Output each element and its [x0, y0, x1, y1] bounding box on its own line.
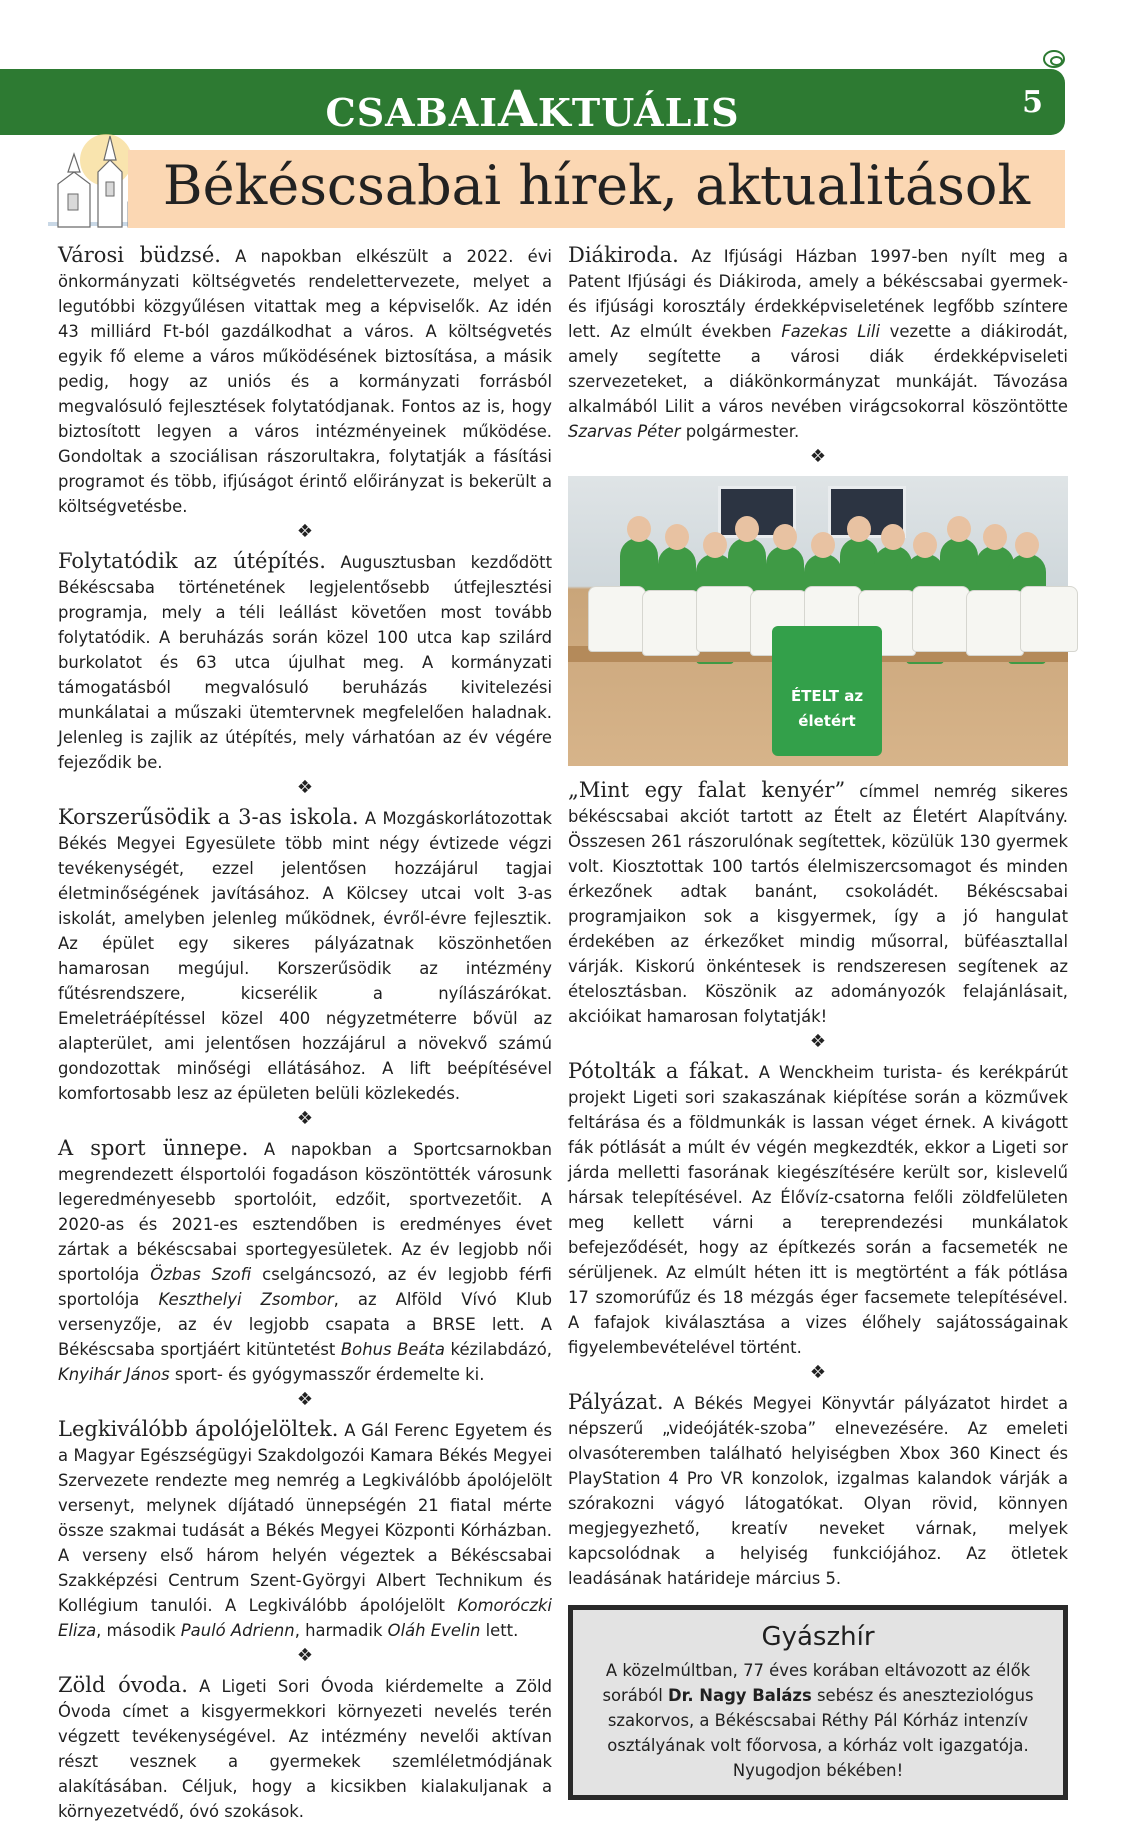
article-text: címmel nemrég sikeres békéscsabai akciót tartott az Ételt az Életért Alapítvány. Összesen 261 rászorulónak segítettek, közülük 130 gyermek volt. Kiosztottak 100 tartós élelmiszercsomagot és minden érkezőnek adtak banánt, csokoládét. Békéscsabai programjaikon sok a kisgyermek, így a jó hangulat érdekében az érkezőket mindig műsorral, büféasztallal várják. Kiskorú önkéntesek is rendszeresen segítenek az ételosztásban. Köszönik az adományozók felajánlásait, akcióikat hamarosan folytatják! — [568, 782, 1068, 1026]
article-heading: Folytatódik az útépítés. — [58, 549, 326, 573]
separator-ornament: ❖ — [296, 1389, 314, 1410]
article-heading: Diákiroda. — [568, 243, 679, 267]
article-paragraph — [568, 1059, 1068, 1360]
volunteer-face — [947, 516, 971, 542]
article-paragraph — [568, 243, 1068, 444]
obituary-title: Gyászhír — [761, 1622, 875, 1652]
article-text: A napokban a Sportcsarnokban megrendezett élsportolói fogadáson köszöntötték városunk legeredményesebb sportolóit, edzőit, sportvezetőit. A 2020-as és 2021-es esztendőben is eredményes évet zártak a békéscsabai sportegyesületek. Az év legjobb női sportolója — [58, 1140, 552, 1284]
article-heading: Zöld óvoda. — [58, 1673, 188, 1697]
obituary-text — [587, 1658, 1049, 1783]
deceased-name: Dr. Nagy Balázs — [668, 1686, 812, 1705]
article-paragraph — [568, 778, 1068, 1029]
article-heading: Legkiválóbb ápolójelöltek. — [58, 1417, 339, 1441]
volunteer-face — [1015, 532, 1039, 558]
article-heading: Pótolták a fákat. — [568, 1059, 750, 1083]
volunteer-face — [627, 516, 651, 542]
article-heading: Városi büdzsé. — [58, 243, 221, 267]
article-text: , második — [96, 1621, 181, 1640]
obituary-text-part: sebész és aneszteziológus szakorvos, a Békéscsabai Réthy Pál Kórház intenzív osztályának volt főorvosa, a kórház volt igazgatója. Nyugodjon békében! — [607, 1686, 1034, 1780]
person-name: Knyihár János — [58, 1365, 170, 1384]
article-text: kézilabdázó, — [444, 1340, 552, 1359]
volunteer-face — [773, 524, 797, 550]
person-name: Szarvas Péter — [568, 422, 681, 441]
donation-bag — [588, 586, 646, 652]
separator-ornament: ❖ — [809, 1031, 827, 1052]
section-title: Békéscsabai hírek, aktualitások — [162, 154, 1031, 217]
article-text: , harmadik — [294, 1621, 388, 1640]
article-text: A Wenckheim turista- és kerékpárút projekt Ligeti sori szakaszának kiépítése során a közművek feltárása és a földmunkák is lassan véget érnek. A kivágott fák pótlását a múlt év végén megkezdték, ekkor a Ligeti sor járda melletti fasorának kiegészítésére került sor, kislevelű hársak telepítésével. Az Élővíz-csatorna felőli zöldfelületen meg kellett várni a tereprendezési munkálatok befejeződését, hogy az építkezés során a facsemeték ne sérüljenek. Az elmúlt héten itt is megtörtént a fák pótlása 17 szomorúfűz és 18 mézgás éger facsemete telepítésével. A fafajok kiválasztása a vizes élőhely sajátosságainak figyelembevételével történt. — [568, 1063, 1068, 1357]
article-paragraph — [58, 1673, 552, 1824]
article-text: cselgáncsozó, az év legjobb férfi sportolója — [58, 1265, 553, 1309]
article-heading: Korszerűsödik a 3-as iskola. — [58, 805, 359, 829]
article-text: sport- és gyógymasszőr érdemelte ki. — [169, 1365, 485, 1384]
article-heading: A sport ünnepe. — [58, 1136, 249, 1160]
obituary-box — [568, 1605, 1068, 1800]
article-paragraph — [58, 805, 552, 1106]
article-paragraph — [58, 1417, 552, 1643]
article-paragraph — [58, 243, 552, 519]
article-text: A Ligeti Sori Óvoda kiérdemelte a Zöld Óvoda címet a kisgyermekkori környezeti nevelés terén végzett tevékenységével. Az intézmény nevelői aktívan részt vesznek a gyermekek szemléletmódjának alakításában. Céljuk, hogy a kicsikben kialakuljanak a környezetvédő, óvó szokások. — [58, 1677, 552, 1821]
volunteer-face — [665, 524, 689, 550]
volunteer-face — [913, 532, 937, 558]
volunteer-face — [703, 532, 727, 558]
person-name: Bohus Beáta — [340, 1340, 445, 1359]
person-name: Oláh Evelin — [387, 1621, 481, 1640]
title-small-part: CSABAI — [325, 90, 499, 135]
volunteers-photo — [568, 476, 1068, 766]
article-text: A Békés Megyei Könyvtár pályázatot hirdet a népszerű „videójáték-szoba” elnevezésére. Az emeleti olvasóteremben található helyiségben Xbox 360 Kinect és PlayStation 4 Pro VR konzolok, izgalmas kalandok várják a szórakozni vágyó látogatókat. Olyan rövid, könnyen megjegyezhető, kreatív neveket várnak, melyek kapcsolódnak a helyiség funkciójához. Az ötletek leadásának határideje március 5. — [568, 1394, 1068, 1588]
volunteer-face — [811, 532, 835, 558]
donation-bag — [966, 590, 1024, 656]
person-name: Fazekas Lili — [781, 322, 881, 341]
article-text: Az Ifjúsági Házban 1997-ben nyílt meg a Patent Ifjúsági és Diákiroda, amely a békéscsabai gyermek- és ifjúsági korosztály érdekképviseletének legfőbb színtere lett. Az elmúlt években — [568, 247, 1068, 341]
corner-logo-icon — [1043, 50, 1065, 68]
person-name: Komoróczki Eliza — [58, 1596, 552, 1640]
person-name: Özbas Szofi — [150, 1265, 252, 1284]
article-heading: Pályázat. — [568, 1390, 664, 1414]
donation-bag — [912, 586, 970, 652]
person-name: Keszthelyi Zsombor — [158, 1290, 334, 1309]
article-text: Augusztusban kezdődött Békéscsaba történetének legjelentősebb útfejlesztési programja, mely a téli leállást követően most tovább folytatódik. A beruházás során közel 100 utca kap szilárd burkolatot és 63 utca újulhat meg. A kormányzati támogatásból megvalósuló beruházás kivitelezési munkálatai a műszaki ütemtervnek megfelelően haladnak. Jelenleg is zajlik az útépítés, mely várhatóan az év végére fejeződik be. — [58, 553, 552, 772]
left-column — [58, 243, 552, 1824]
person-name: Pauló Adrienn — [180, 1621, 295, 1640]
green-logo-bag — [772, 626, 882, 756]
separator-ornament: ❖ — [809, 446, 827, 467]
green-bag-label: ÉTELT az életért — [790, 687, 864, 730]
donation-bag — [642, 590, 700, 656]
article-text: , az Alföld Vívó Klub versenyzője, az év legjobb csapata a BRSE lett. A Békéscsaba sportjáért kitüntetést — [58, 1290, 552, 1359]
title-rest-part: KTUÁLIS — [537, 90, 740, 135]
donation-bag — [696, 586, 754, 652]
volunteer-face — [881, 524, 905, 550]
separator-ornament: ❖ — [296, 777, 314, 798]
article-text: A napokban elkészült a 2022. évi önkormányzati költségvetés rendelettervezete, melyet a legutóbbi közgyűlésen vitattak meg a képviselők. Az idén 43 milliárd Ft-ból gazdálkodhat a város. A költségvetés egyik fő eleme a város működésének biztosítása, a másik pedig, hogy az uniós és a kormányzati forrásból megvalósuló fejlesztések folytatódjanak. Fontos az is, hogy biztosított legyen a város intézményeinek működése. Gondoltak a szociálisan rászorultakra, folytatják a fásítási programot és több, ifjúságot érintő előirányzat is bekerült a költségvetésbe. — [58, 247, 552, 516]
article-paragraph — [58, 1136, 552, 1387]
article-paragraph — [58, 549, 552, 775]
article-text: polgármester. — [680, 422, 800, 441]
article-text: lett. — [480, 1621, 519, 1640]
article-heading: „Mint egy falat kenyér” — [568, 778, 846, 802]
section-banner — [128, 150, 1065, 228]
volunteer-face — [983, 524, 1007, 550]
publication-title — [0, 79, 1065, 138]
separator-ornament: ❖ — [296, 1108, 314, 1129]
obituary-text-part: A közelmúltban, 77 éves korában eltávozott az élők sorából — [602, 1661, 1031, 1705]
title-big-letter: A — [498, 79, 538, 138]
article-paragraph — [568, 1390, 1068, 1591]
separator-ornament: ❖ — [296, 521, 314, 542]
article-text: vezette a diákirodát, amely segítette a városi diák érdekképviseleti szervezeteket, a diákönkormányzat munkáját. Távozása alkalmából Lilit a város nevében virágcsokorral köszöntötte — [568, 322, 1068, 416]
header-bar — [0, 69, 1065, 138]
separator-ornament: ❖ — [296, 1645, 314, 1666]
donation-bag — [1020, 586, 1078, 652]
article-text: A Mozgáskorlátozottak Békés Megyei Egyesülete több mint négy évtizede végzi tevékenységét, ezzel jelentősen hozzájárul tagjai életminőségének javításához. A Kölcsey utcai volt 3-as iskolát, amelyben jelenleg működnek, évről-évre fejlesztik. Az épület egy sikeres pályázatnak köszönhetően hamarosan megújul. Korszerűsödik az intézmény fűtésrendszere, kicserélik a nyílászárókat. Emeletráépítéssel közel 400 négyzetméterre bővül az alapterület, ami jelentősen hozzájárul a növekvő számú gondozottak minőségi ellátásához. A lift beépítésével komfortosabb lesz az épületen belüli közlekedés. — [58, 809, 552, 1103]
right-column — [568, 243, 1068, 1800]
volunteer-face — [735, 516, 759, 542]
separator-ornament: ❖ — [809, 1362, 827, 1383]
article-text: A Gál Ferenc Egyetem és a Magyar Egészségügyi Szakdolgozói Kamara Békés Megyei Szervezete rendezte meg nemrég a Legkiválóbb ápolójelölt versenyt, melynek díjátadó ünnepségén 21 fiatal mérte össze szakmai tudását a Békés Megyei Központi Kórházban. A verseny első három helyén végeztek a Békéscsabai Szakképzési Centrum Szent-Györgyi Albert Technikum és Kollégium tanulói. A Legkiválóbb ápolójelölt — [58, 1421, 553, 1615]
page-number: 5 — [1022, 85, 1043, 120]
volunteer-face — [847, 516, 871, 542]
